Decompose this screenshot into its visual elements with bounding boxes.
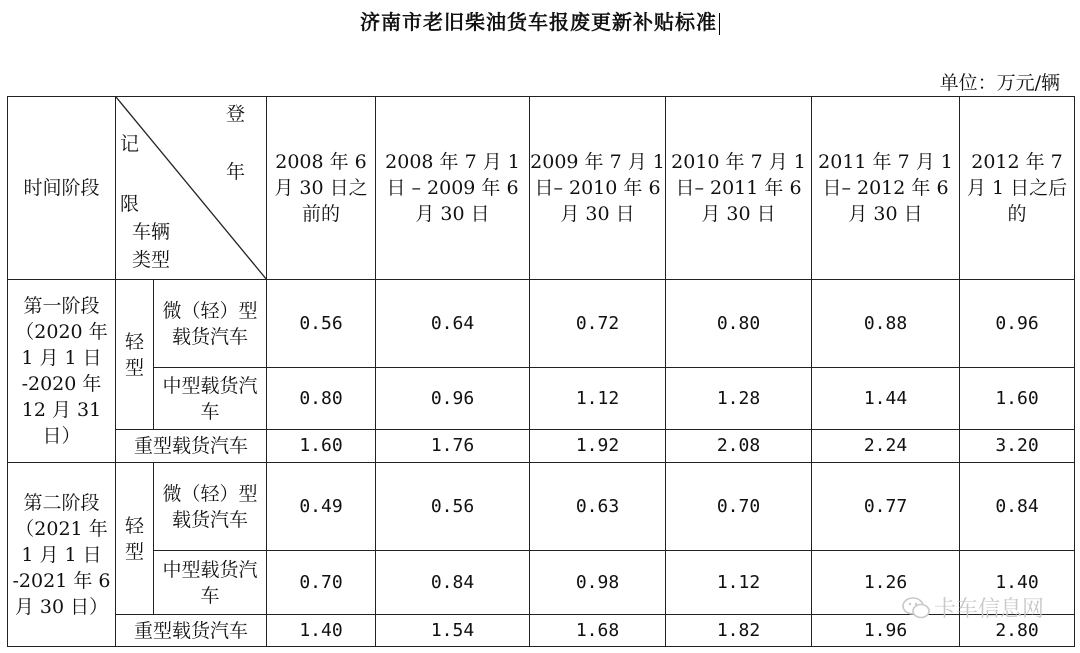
stage2-light-label: 轻型	[116, 463, 154, 615]
stage1-medium-v3: 1.12	[530, 368, 666, 430]
stage2-heavy-type: 重型载货汽车	[116, 615, 267, 647]
stage1-medium-v2: 0.96	[376, 368, 530, 430]
unit-label: 单位：万元/辆	[939, 72, 1060, 94]
table-row	[8, 368, 1075, 430]
stage2-micro-type: 微（轻）型载货汽车	[154, 463, 267, 551]
stage1-micro-v4: 0.80	[666, 280, 812, 368]
stage2-heavy-v4: 1.82	[666, 615, 812, 647]
wechat-icon	[902, 597, 930, 619]
stage2-micro-v5: 0.77	[812, 463, 960, 551]
stage1-micro-type: 微（轻）型载货汽车	[154, 280, 267, 368]
stage1-medium-v1: 0.80	[267, 368, 376, 430]
stage1-micro-v6: 0.96	[960, 280, 1075, 368]
watermark	[902, 592, 1044, 623]
header-col1: 2008 年 6 月 30 日之前的	[267, 97, 376, 280]
stage2-medium-type: 中型载货汽车	[154, 551, 267, 615]
header-col4: 2010 年 7 月 1 日– 2011 年 6 月 30 日	[666, 97, 812, 280]
stage1-micro-v2: 0.64	[376, 280, 530, 368]
stage1-heavy-type: 重型载货汽车	[116, 430, 267, 463]
stage1-light-label: 轻型	[116, 280, 154, 430]
header-diagonal-cell	[116, 97, 267, 280]
header-col6: 2012 年 7 月 1 日之后的	[960, 97, 1075, 280]
header-col5: 2011 年 7 月 1 日– 2012 年 6 月 30 日	[812, 97, 960, 280]
header-period: 时间阶段	[8, 97, 116, 280]
stage1-micro-v5: 0.88	[812, 280, 960, 368]
text-cursor	[719, 13, 720, 35]
stage2-heavy-v6: 2.80	[960, 615, 1075, 647]
header-diag-top: 登	[226, 103, 246, 125]
stage2-heavy-v5: 1.96	[812, 615, 960, 647]
stage2-heavy-v3: 1.68	[530, 615, 666, 647]
stage2-micro-v1: 0.49	[267, 463, 376, 551]
header-diag-bottom1: 车辆	[132, 221, 171, 243]
header-diag-bottom2: 类型	[132, 249, 171, 271]
stage1-medium-v4: 1.28	[666, 368, 812, 430]
header-row	[8, 97, 1075, 280]
header-diag-left: 记	[120, 133, 140, 155]
table-row	[8, 463, 1075, 551]
stage2-micro-v6: 0.84	[960, 463, 1075, 551]
stage2-micro-v2: 0.56	[376, 463, 530, 551]
stage2-medium-v4: 1.12	[666, 551, 812, 615]
stage2-micro-v3: 0.63	[530, 463, 666, 551]
stage1-medium-type: 中型载货汽车	[154, 368, 267, 430]
stage1-heavy-v5: 2.24	[812, 430, 960, 463]
header-diag-top2: 年	[226, 161, 246, 183]
table-row	[8, 430, 1075, 463]
stage1-medium-v5: 1.44	[812, 368, 960, 430]
stage2-micro-v4: 0.70	[666, 463, 812, 551]
stage1-micro-v1: 0.56	[267, 280, 376, 368]
stage1-heavy-v3: 1.92	[530, 430, 666, 463]
stage2-medium-v2: 0.84	[376, 551, 530, 615]
stage1-micro-v3: 0.72	[530, 280, 666, 368]
stage2-medium-v5: 1.26	[812, 551, 960, 615]
header-diag-left2: 限	[120, 193, 140, 215]
page-title: 济南市老旧柴油货车报废更新补贴标准	[0, 6, 1080, 35]
stage1-heavy-v2: 1.76	[376, 430, 530, 463]
stage2-heavy-v1: 1.40	[267, 615, 376, 647]
stage2-label: 第二阶段（2021 年 1 月 1 日 -2021 年 6 月 30 日）	[8, 463, 116, 647]
stage2-medium-v6: 1.40	[960, 551, 1075, 615]
subsidy-table	[7, 96, 1075, 647]
stage1-heavy-v1: 1.60	[267, 430, 376, 463]
stage1-label: 第一阶段（2020 年 1 月 1 日 -2020 年 12 月 31 日）	[8, 280, 116, 463]
stage1-heavy-v4: 2.08	[666, 430, 812, 463]
watermark-text: 卡车信息网	[933, 597, 1044, 622]
header-col3: 2009 年 7 月 1 日– 2010 年 6 月 30 日	[530, 97, 666, 280]
stage2-heavy-v2: 1.54	[376, 615, 530, 647]
stage2-medium-v3: 0.98	[530, 551, 666, 615]
stage2-medium-v1: 0.70	[267, 551, 376, 615]
stage1-medium-v6: 1.60	[960, 368, 1075, 430]
stage1-heavy-v6: 3.20	[960, 430, 1075, 463]
header-col2: 2008 年 7 月 1 日 – 2009 年 6 月 30 日	[376, 97, 530, 280]
table-row	[8, 280, 1075, 368]
